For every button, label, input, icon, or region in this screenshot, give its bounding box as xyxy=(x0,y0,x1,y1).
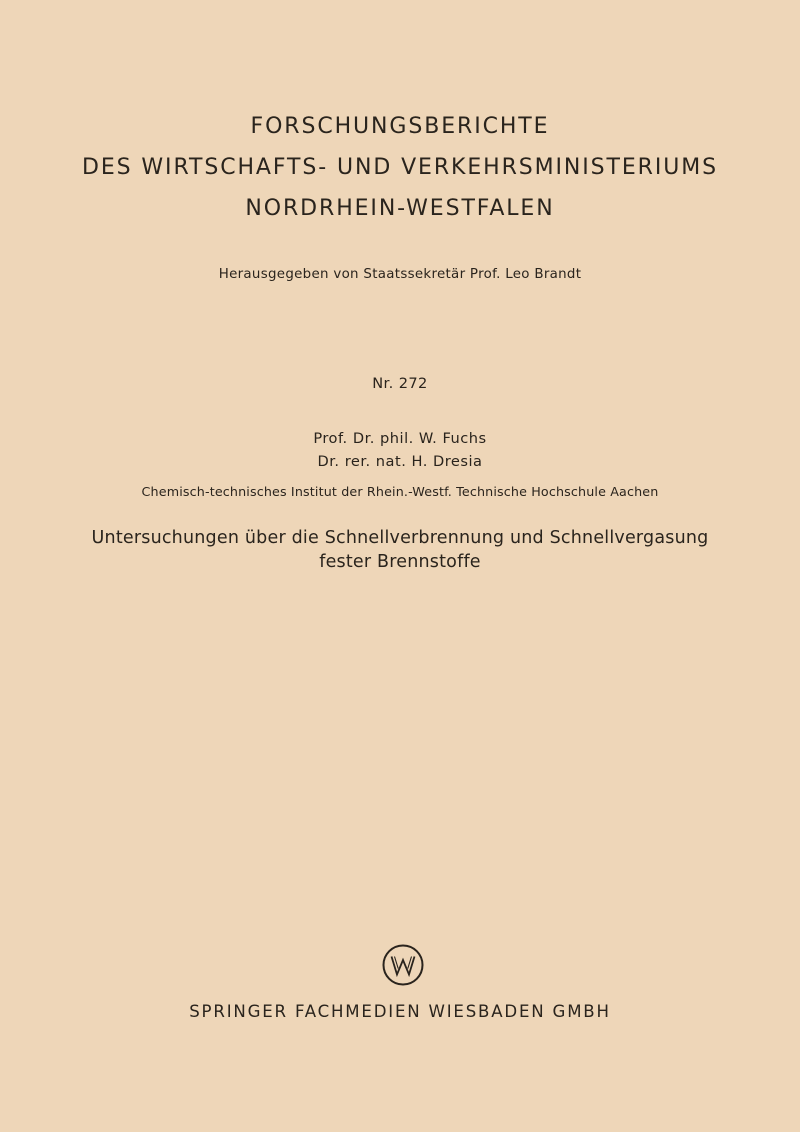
institute-line: Chemisch-technisches Institut der Rhein.-Westf. Technische Hochschule Aachen xyxy=(141,484,659,499)
work-title-line-2: fester Brennstoffe xyxy=(319,552,481,572)
author-2: Dr. rer. nat. H. Dresia xyxy=(317,453,483,470)
series-title-line-3: NORDRHEIN-WESTFALEN xyxy=(245,196,555,221)
springer-w-logo-icon xyxy=(382,944,424,986)
work-title-line-1: Untersuchungen über die Schnellverbrennung und Schnellvergasung xyxy=(91,528,709,548)
report-number: Nr. 272 xyxy=(372,375,428,392)
editor-line: Herausgegeben von Staatssekretär Prof. Leo Brandt xyxy=(218,267,582,282)
author-list xyxy=(0,427,800,473)
work-title xyxy=(0,526,800,574)
author-1: Prof. Dr. phil. W. Fuchs xyxy=(313,430,487,447)
series-title-line-1: FORSCHUNGSBERICHTE xyxy=(250,114,550,139)
series-title-line-2: DES WIRTSCHAFTS- UND VERKEHRSMINISTERIUMS xyxy=(82,155,718,180)
series-title xyxy=(0,106,800,229)
publisher-name: SPRINGER FACHMEDIEN WIESBADEN GMBH xyxy=(189,1002,611,1021)
